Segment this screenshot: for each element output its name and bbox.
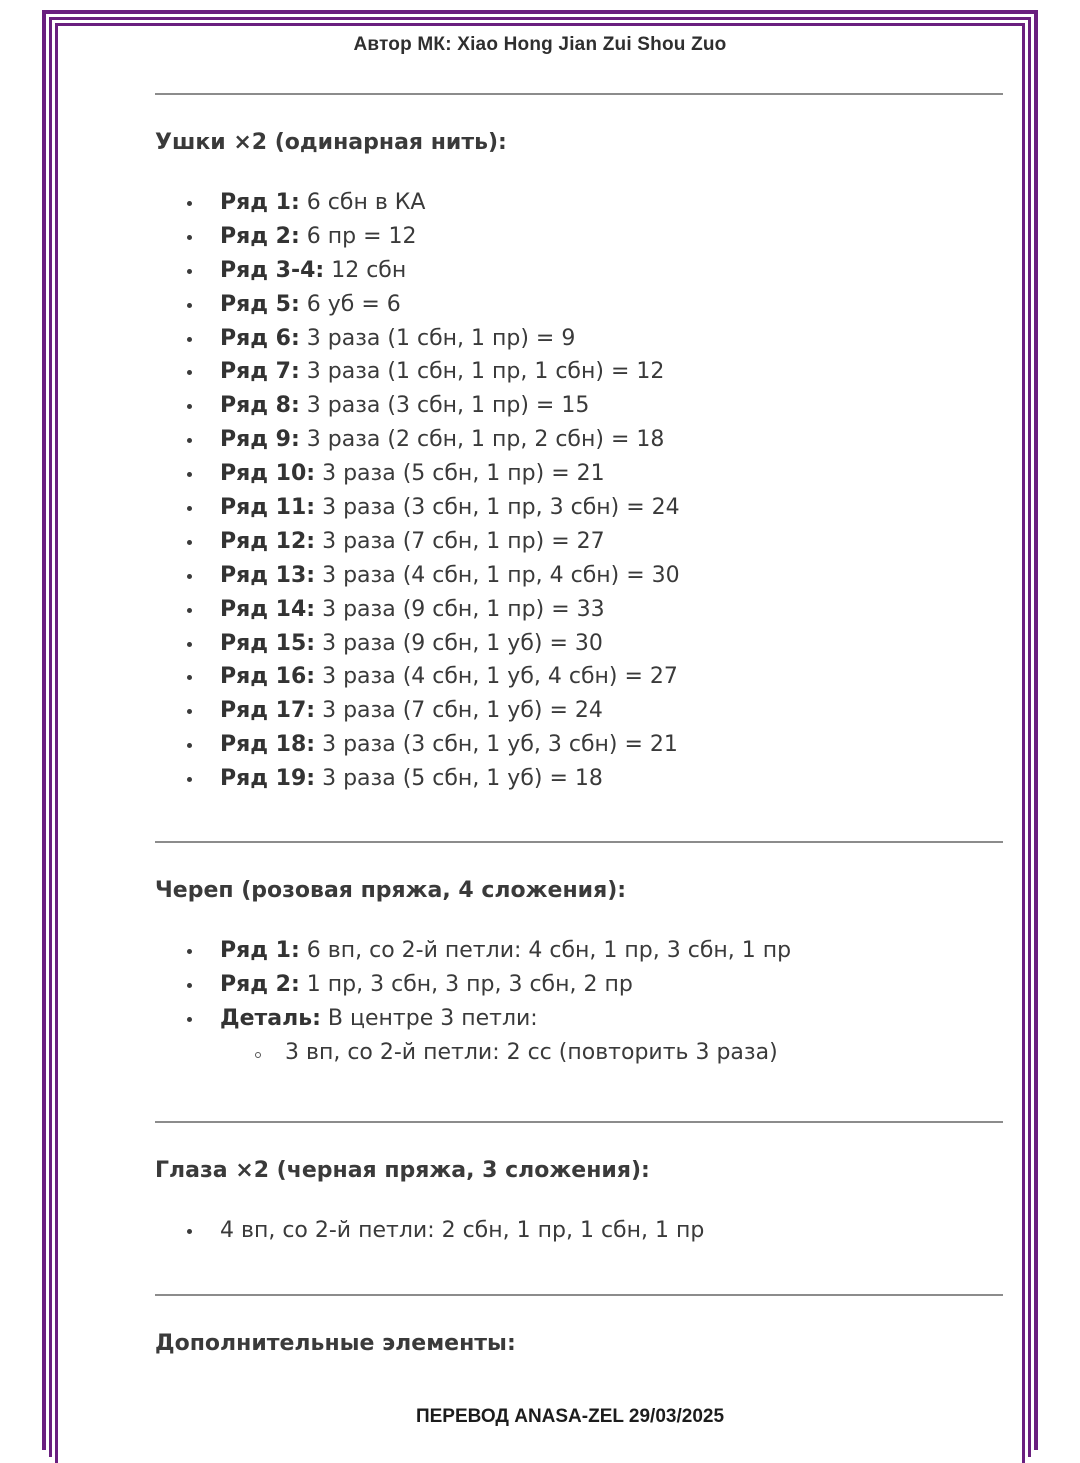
section-title-additional: Дополнительные элементы:: [155, 1331, 516, 1356]
list-item: [0, 627, 680, 661]
row-text: 1 пр, 3 сбн, 3 пр, 3 сбн, 2 пр: [299, 971, 633, 997]
row-text: 3 раза (4 сбн, 1 пр, 4 сбн) = 30: [315, 562, 680, 588]
row-text: 6 пр = 12: [299, 223, 417, 249]
list-item: [0, 423, 680, 457]
row-label: Ряд 17:: [220, 698, 316, 724]
divider: [155, 841, 1003, 843]
list-item: [0, 254, 680, 288]
row-text: 3 раза (5 сбн, 1 пр) = 21: [315, 461, 605, 487]
ears-row-list: [0, 186, 680, 796]
row-label: Ряд 6:: [220, 325, 300, 351]
row-text: 3 раза (1 сбн, 1 пр, 1 сбн) = 12: [299, 359, 665, 385]
list-item: [0, 186, 680, 220]
row-text: 3 раза (2 сбн, 1 пр, 2 сбн) = 18: [299, 427, 665, 453]
row-label: Ряд 8:: [220, 393, 300, 419]
list-item: [0, 491, 680, 525]
row-text: 4 вп, со 2-й петли: 2 сбн, 1 пр, 1 сбн, 1 пр: [220, 1218, 705, 1243]
list-item: [0, 728, 680, 762]
divider: [155, 1294, 1003, 1296]
list-item: [0, 593, 680, 627]
row-label: Ряд 7:: [220, 359, 300, 385]
row-label: Ряд 9:: [220, 427, 300, 453]
sub-list-item: [0, 1036, 791, 1070]
row-label: Ряд 16:: [220, 664, 316, 690]
list-item: [0, 220, 680, 254]
divider: [155, 93, 1003, 95]
row-label: Ряд 11:: [220, 495, 316, 521]
translation-credit: ПЕРЕВОД ANASA-ZEL 29/03/2025: [415, 1406, 725, 1427]
list-item: [0, 355, 680, 389]
row-text: 3 раза (4 сбн, 1 уб, 4 сбн) = 27: [315, 664, 678, 690]
row-text: 3 раза (3 сбн, 1 уб, 3 сбн) = 21: [315, 732, 678, 758]
author-credit: Автор МК: Xiao Hong Jian Zui Shou Zuo: [353, 34, 727, 55]
list-item: [0, 968, 791, 1002]
row-text: В центре 3 петли:: [320, 1005, 538, 1031]
list-item: [0, 389, 680, 423]
row-label: Ряд 18:: [220, 732, 316, 758]
divider: [155, 1121, 1003, 1123]
row-label: Деталь:: [220, 1005, 321, 1031]
row-label: Ряд 2:: [220, 223, 300, 249]
row-label: Ряд 3-4:: [220, 257, 325, 283]
row-text: 3 вп, со 2-й петли: 2 сс (повторить 3 раза): [285, 1039, 778, 1065]
section-title-ears: Ушки ×2 (одинарная нить):: [155, 130, 507, 155]
row-text: 6 уб = 6: [299, 291, 401, 317]
list-item: [0, 288, 680, 322]
list-item: [0, 457, 680, 491]
row-text: 3 раза (9 сбн, 1 уб) = 30: [315, 630, 603, 656]
list-item: [0, 1002, 791, 1036]
row-label: Ряд 14:: [220, 596, 316, 622]
row-text: 3 раза (5 сбн, 1 уб) = 18: [315, 766, 603, 792]
row-label: Ряд 10:: [220, 461, 316, 487]
section-title-skull: Череп (розовая пряжа, 4 сложения):: [155, 878, 627, 903]
list-item: [0, 762, 680, 796]
row-label: Ряд 15:: [220, 630, 316, 656]
section-title-eyes: Глаза ×2 (черная пряжа, 3 сложения):: [155, 1158, 650, 1183]
row-text: 12 сбн: [324, 257, 407, 283]
row-label: Ряд 13:: [220, 562, 316, 588]
eyes-row-list: [0, 1214, 704, 1248]
list-item: [0, 660, 680, 694]
row-text: 3 раза (3 сбн, 1 пр) = 15: [299, 393, 590, 419]
row-text: 6 сбн в КА: [299, 190, 426, 215]
row-text: 3 раза (7 сбн, 1 уб) = 24: [315, 698, 603, 724]
skull-row-list: [0, 934, 791, 1070]
list-item: [0, 694, 680, 728]
list-item: [0, 322, 680, 356]
row-text: 3 раза (3 сбн, 1 пр, 3 сбн) = 24: [315, 495, 680, 521]
row-label: Ряд 5:: [220, 291, 300, 317]
row-text: 3 раза (7 сбн, 1 пр) = 27: [315, 528, 605, 554]
row-label: Ряд 1:: [220, 938, 300, 963]
row-text: 3 раза (1 сбн, 1 пр) = 9: [299, 325, 576, 351]
row-label: Ряд 19:: [220, 766, 316, 792]
row-label: Ряд 2:: [220, 971, 300, 997]
list-item: [0, 559, 680, 593]
row-label: Ряд 1:: [220, 190, 300, 215]
list-item: [0, 525, 680, 559]
row-text: 6 вп, со 2-й петли: 4 сбн, 1 пр, 3 сбн, 1 пр: [299, 938, 792, 963]
list-item: [0, 1214, 704, 1248]
row-label: Ряд 12:: [220, 528, 316, 554]
row-text: 3 раза (9 сбн, 1 пр) = 33: [315, 596, 605, 622]
list-item: [0, 934, 791, 968]
